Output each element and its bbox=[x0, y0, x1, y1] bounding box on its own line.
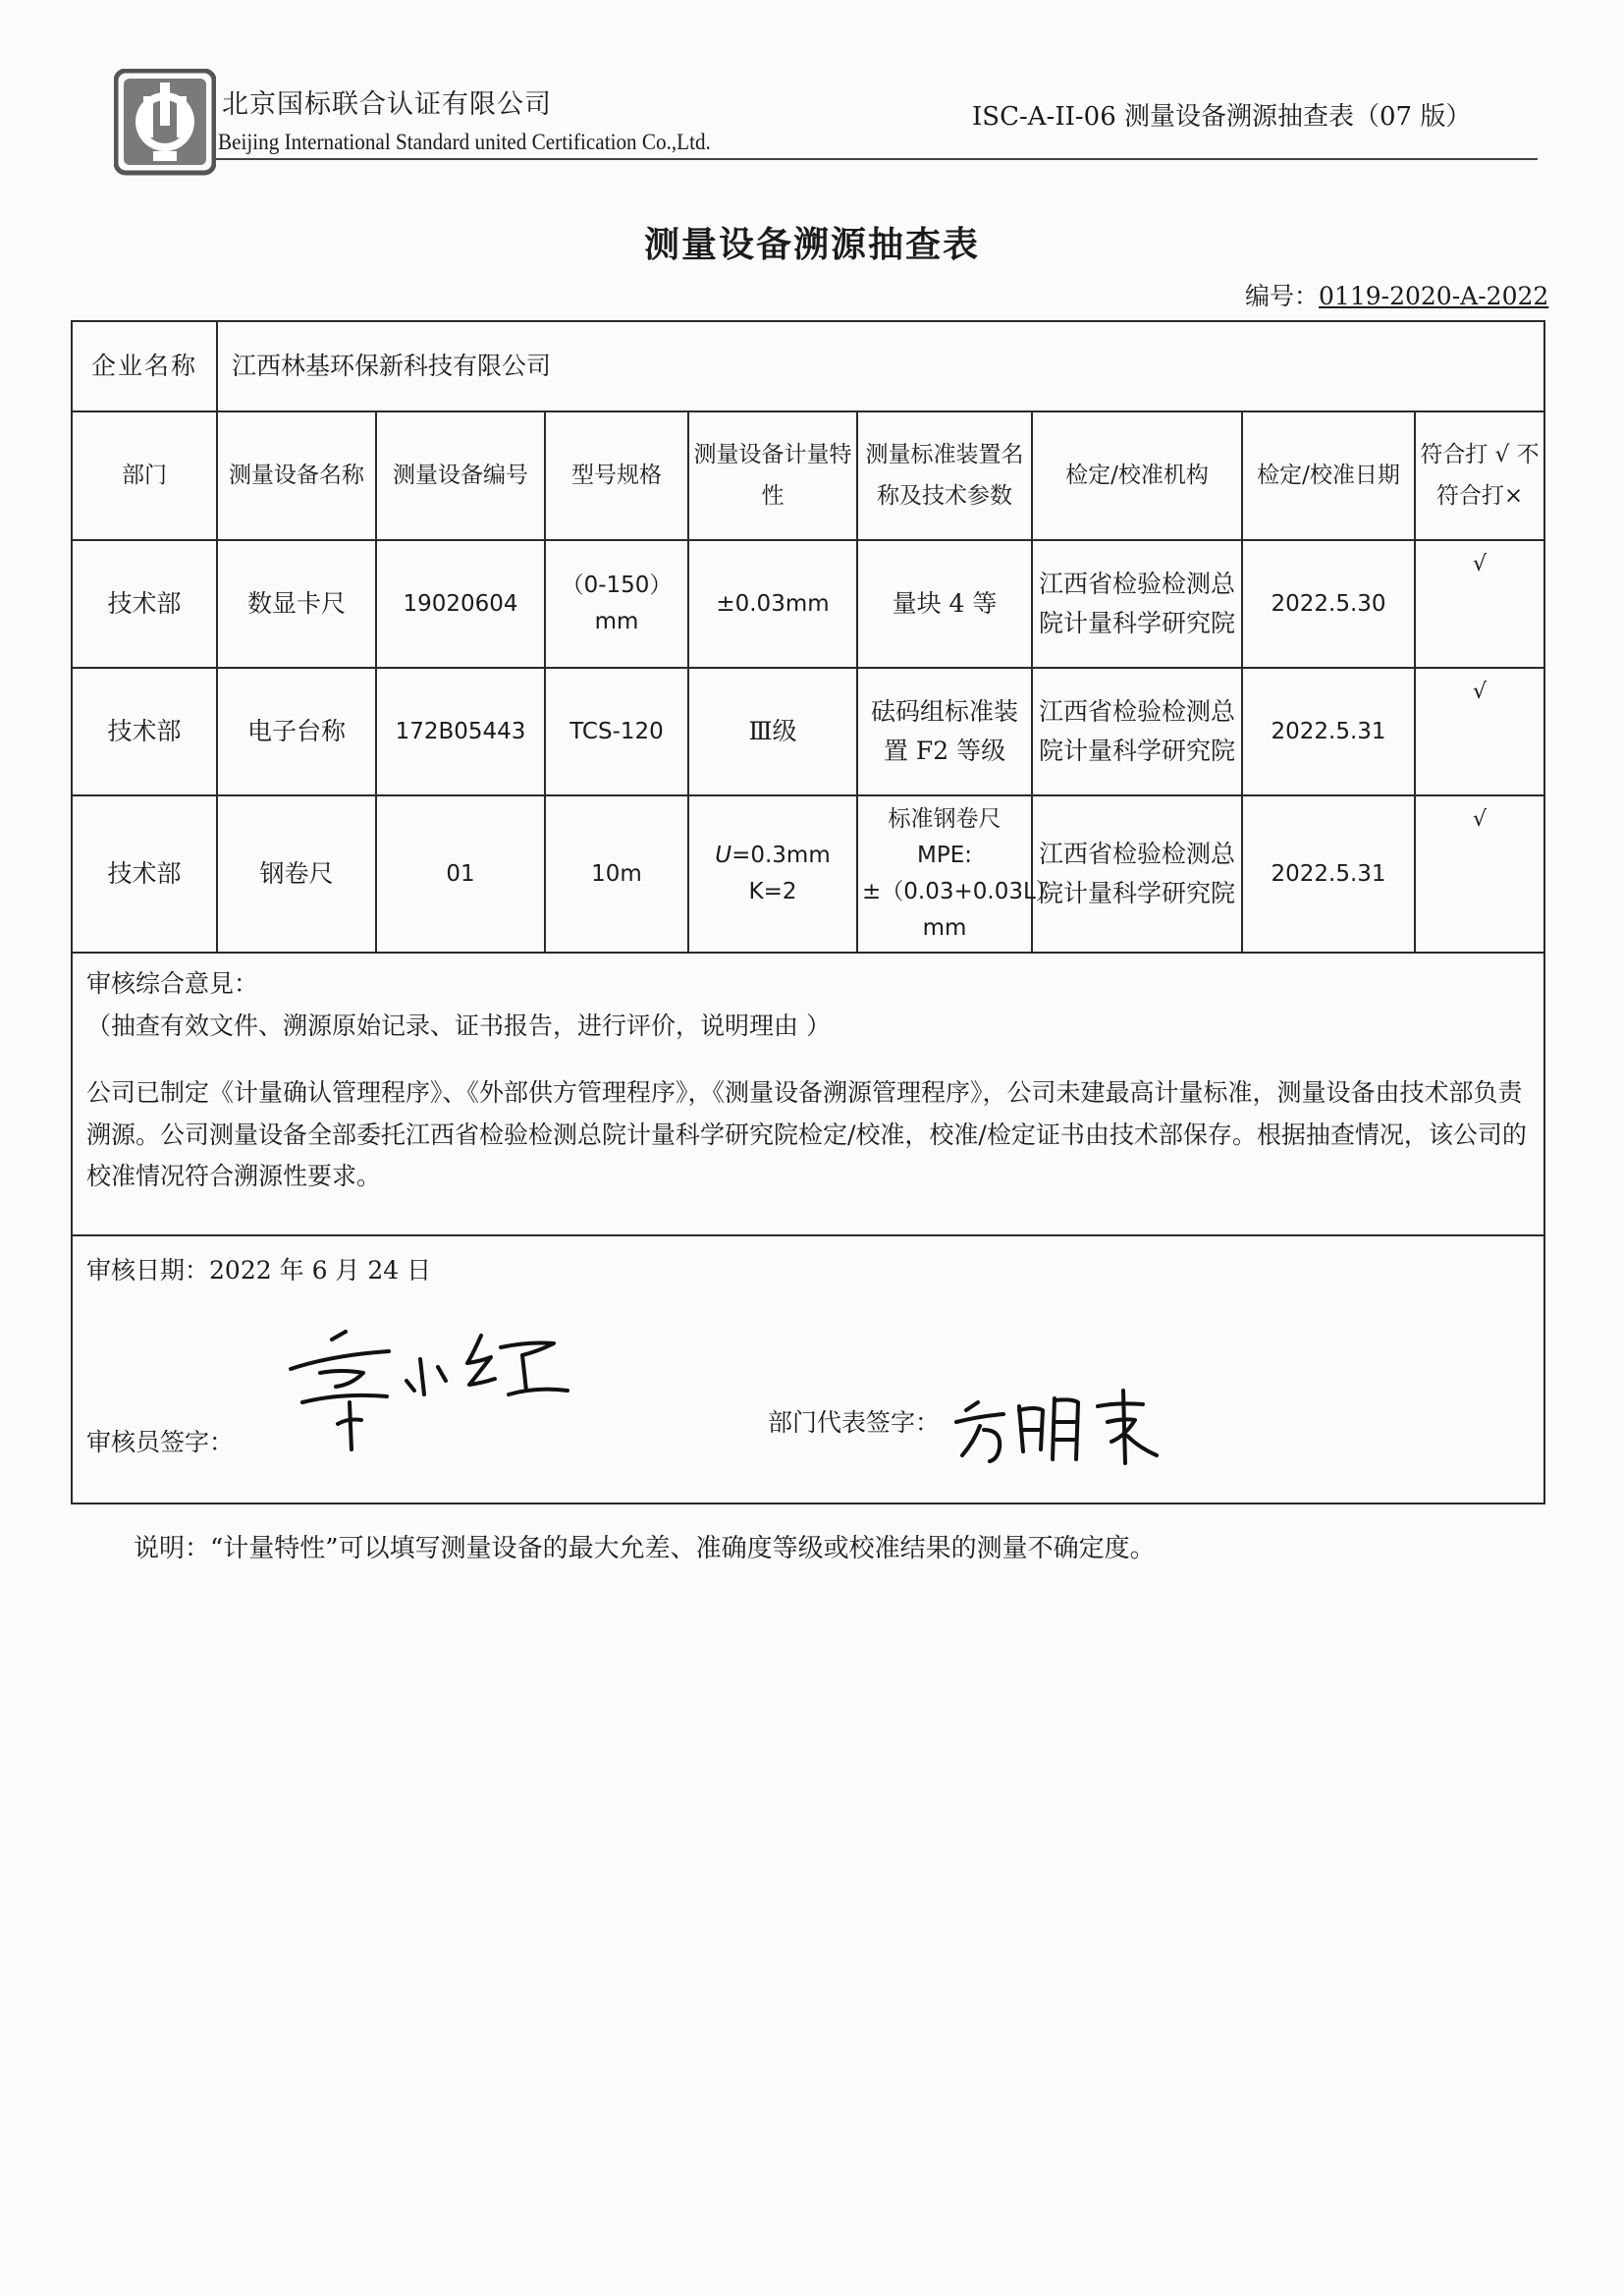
row-result: √ bbox=[1415, 668, 1544, 795]
auditor-signature bbox=[273, 1312, 597, 1459]
review-month: 6 bbox=[311, 1256, 328, 1285]
col-name: 测量设备名称 bbox=[217, 411, 376, 540]
row-dept: 技术部 bbox=[72, 668, 217, 795]
review-day: 24 bbox=[367, 1256, 400, 1285]
bis-logo-icon bbox=[114, 69, 216, 177]
signature-row bbox=[86, 1292, 1532, 1489]
company-value: 江西林基环保新科技有限公司 bbox=[217, 321, 1544, 411]
row-name: 电子台称 bbox=[217, 668, 376, 795]
col-metrology: 测量设备计量特性 bbox=[688, 411, 857, 540]
row-name: 数显卡尺 bbox=[217, 540, 376, 668]
document-code: ISC-A-II-06 测量设备溯源抽查表（07 版） bbox=[972, 102, 1472, 132]
header-rule bbox=[216, 158, 1538, 160]
opinion-hint: （抽查有效文件、溯源原始记录、证书报告，进行评价，说明理由 ） bbox=[86, 1011, 831, 1040]
row-dept: 技术部 bbox=[72, 540, 217, 668]
review-date-label: 审核日期： bbox=[86, 1256, 210, 1285]
traceability-table bbox=[71, 320, 1545, 1504]
review-year: 2022 bbox=[209, 1256, 272, 1285]
row-model: 10m bbox=[545, 795, 688, 953]
metrology-u-symbol: U bbox=[715, 843, 732, 869]
serial-label: 编号： bbox=[1245, 282, 1320, 310]
row-metrology: ±0.03mm bbox=[688, 540, 857, 668]
review-day-unit: 日 bbox=[406, 1256, 432, 1285]
dept-rep-label: 部门代表签字： bbox=[768, 1407, 941, 1437]
row-dept: 技术部 bbox=[72, 795, 217, 953]
review-year-unit: 年 bbox=[279, 1256, 304, 1285]
review-sign-area bbox=[72, 1235, 1544, 1503]
serial-value: 0119-2020-A-2022 bbox=[1319, 282, 1549, 310]
table-row bbox=[72, 795, 1544, 953]
row-number: 172B05443 bbox=[376, 668, 545, 795]
row-standard: 砝码组标准装置 F2 等级 bbox=[857, 668, 1032, 795]
row-result: √ bbox=[1415, 540, 1544, 668]
company-name-en: Beijing International Standard united Certification Co.,Ltd. bbox=[218, 130, 711, 154]
row-date: 2022.5.31 bbox=[1242, 668, 1415, 795]
table-row bbox=[72, 668, 1544, 795]
row-agency: 江西省检验检测总院计量科学研究院 bbox=[1032, 668, 1242, 795]
row-agency: 江西省检验检测总院计量科学研究院 bbox=[1032, 795, 1242, 953]
review-date bbox=[86, 1250, 1532, 1292]
row-model: TCS-120 bbox=[545, 668, 688, 795]
row-name: 钢卷尺 bbox=[217, 795, 376, 953]
row-agency: 江西省检验检测总院计量科学研究院 bbox=[1032, 540, 1242, 668]
col-date: 检定/校准日期 bbox=[1242, 411, 1415, 540]
table-header-row bbox=[72, 411, 1544, 540]
row-metrology: Ⅲ级 bbox=[688, 668, 857, 795]
row-number: 19020604 bbox=[376, 540, 545, 668]
page-title: 测量设备溯源抽查表 bbox=[643, 225, 980, 265]
col-result: 符合打 √ 不符合打× bbox=[1415, 411, 1544, 540]
opinion-text: 公司已制定《计量确认管理程序》、《外部供方管理程序》，《测量设备溯源管理程序》，公司未建最高计量标准，测量设备由技术部负责溯源。公司测量设备全部委托江西省检验检测总院计量科学研究院检定/校准，校准/检定证书由技术部保存。根据抽查情况，该公司的校准情况符合溯源性要求。 bbox=[86, 1078, 1527, 1190]
table-row bbox=[72, 540, 1544, 668]
row-standard: 量块 4 等 bbox=[857, 540, 1032, 668]
row-metrology bbox=[688, 795, 857, 953]
row-date: 2022.5.30 bbox=[1242, 540, 1415, 668]
review-opinion bbox=[72, 953, 1544, 1235]
opinion-label: 审核综合意見： bbox=[86, 969, 259, 998]
col-dept: 部门 bbox=[72, 411, 217, 540]
serial-number bbox=[1245, 277, 1548, 312]
auditor-label: 审核员签字： bbox=[86, 1427, 235, 1456]
row-result: √ bbox=[1415, 795, 1544, 953]
footnote: 说明：“计量特性”可以填写测量设备的最大允差、准确度等级或校准结果的测量不确定度。 bbox=[134, 1534, 1156, 1563]
col-standard: 测量标准装置名称及技术参数 bbox=[857, 411, 1032, 540]
col-model: 型号规格 bbox=[545, 411, 688, 540]
row-model: （0-150）mm bbox=[545, 540, 688, 668]
row-standard: 标准钢卷尺 MPE:±（0.03+0.03L）mm bbox=[857, 795, 1032, 953]
review-month-unit: 月 bbox=[335, 1256, 360, 1285]
metrology-k-value: K=2 bbox=[748, 879, 797, 904]
dept-rep-signature bbox=[950, 1377, 1206, 1471]
col-number: 测量设备编号 bbox=[376, 411, 545, 540]
row-number: 01 bbox=[376, 795, 545, 953]
row-date: 2022.5.31 bbox=[1242, 795, 1415, 953]
metrology-u-value: =0.3mm bbox=[731, 843, 831, 869]
col-agency: 检定/校准机构 bbox=[1032, 411, 1242, 540]
company-name-cn: 北京国标联合认证有限公司 bbox=[222, 89, 552, 120]
company-label: 企业名称 bbox=[72, 321, 217, 411]
